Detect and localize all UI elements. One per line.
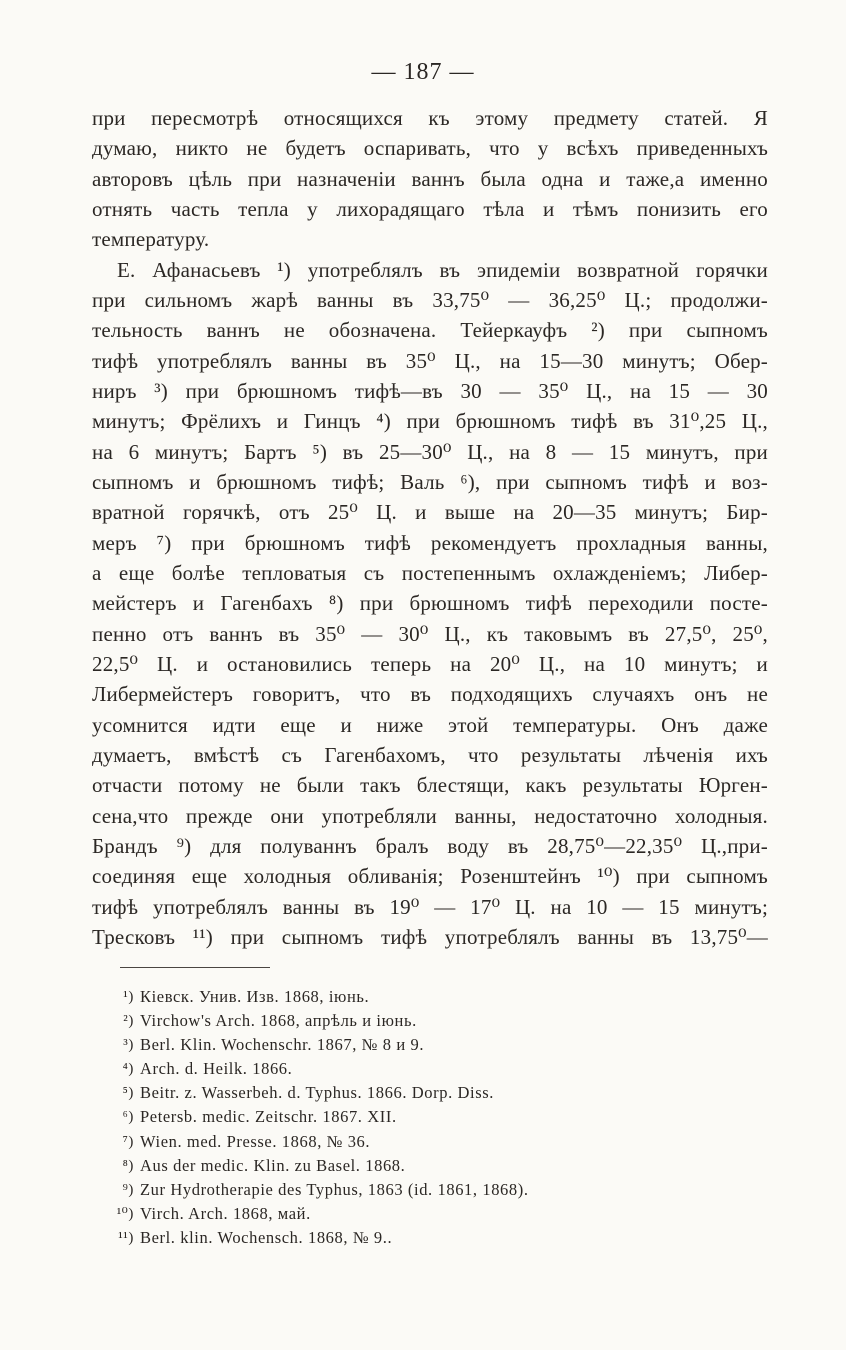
footnote <box>100 1057 740 1081</box>
text-line: минутъ; Фрёлихъ и Гинцъ ⁴) при брюшномъ тифѣ въ 31⁰,25 Ц., <box>92 409 768 434</box>
text-line: отнять часть тепла у лихорадящаго тѣла и тѣмъ понизить его <box>92 196 768 221</box>
text-line: мейстеръ и Гагенбахъ ⁸) при брюшномъ тифѣ переходили посте- <box>92 591 768 616</box>
text-line: на 6 минутъ; Бартъ ⁵) въ 25—30⁰ Ц., на 8 — 15 минутъ, при <box>92 439 768 464</box>
footnote-text: Wien. med. Presse. 1868, № 36. <box>140 1131 371 1151</box>
text-line: температуру. <box>92 227 210 252</box>
text-line: соединяя еще холодныя обливанія; Розенштейнъ ¹⁰) при сыпномъ <box>92 864 768 889</box>
footnote-mark: ⁶) <box>122 1109 134 1126</box>
footnote-text: Arch. d. Heilk. 1866. <box>140 1059 293 1079</box>
text-line: ниръ ³) при брюшномъ тифѣ—въ 30 — 35⁰ Ц., на 15 — 30 <box>92 378 768 403</box>
text-line: Брандъ ⁹) для полуваннъ бралъ воду въ 28,75⁰—22,35⁰ Ц.,при- <box>92 833 768 858</box>
footnote-text: Virch. Arch. 1868, май. <box>140 1203 311 1223</box>
footnote-text: Virchow's Arch. 1868, апрѣль и іюнь. <box>140 1011 417 1031</box>
text-line: сыпномъ и брюшномъ тифѣ; Валь ⁶), при сыпномъ тифѣ и воз- <box>92 469 768 494</box>
text-line: отчасти потому не были такъ блестящи, какъ результаты Юрген- <box>92 773 768 798</box>
footnote <box>100 1081 740 1105</box>
text-line: пенно отъ ваннъ въ 35⁰ — 30⁰ Ц., къ таковымъ въ 27,5⁰, 25⁰, <box>92 621 768 646</box>
text-line: Тресковъ ¹¹) при сыпномъ тифѣ употреблялъ ванны въ 13,75⁰— <box>92 924 768 949</box>
footnote-text: Zur Hydrotherapie des Typhus, 1863 (id. 1861, 1868). <box>140 1179 529 1199</box>
footnote-text: Berl. klin. Wochensch. 1868, № 9.. <box>140 1227 393 1247</box>
footnote-text: Кіевск. Унив. Изв. 1868, іюнь. <box>140 987 370 1006</box>
footnote-mark: ¹⁰) <box>116 1205 134 1222</box>
text-line: тельность ваннъ не обозначена. Тейеркауфъ ²) при сыпномъ <box>92 318 768 343</box>
footnote <box>100 985 740 1009</box>
footnotes <box>100 985 740 1250</box>
text-line: думаетъ, вмѣстѣ съ Гагенбахомъ, что результаты лѣченія ихъ <box>92 742 768 767</box>
footnote-mark: ¹) <box>123 989 134 1005</box>
text-line: авторовъ цѣль при назначеніи ваннъ была одна и таже,а именно <box>92 166 768 191</box>
footnote-mark: ¹¹) <box>118 1229 134 1246</box>
footnote-mark: ⁷) <box>122 1133 134 1150</box>
text-line: меръ ⁷) при брюшномъ тифѣ рекомендуетъ прохладныя ванны, <box>92 530 768 555</box>
footnote-mark: ²) <box>123 1013 134 1030</box>
footnote <box>100 1009 740 1033</box>
footnote <box>100 1105 740 1129</box>
footnote-mark: ⁹) <box>122 1181 134 1198</box>
footnote <box>100 1033 740 1057</box>
footnote <box>100 1154 740 1178</box>
footnote <box>100 1178 740 1202</box>
text-line: 22,5⁰ Ц. и остановились теперь на 20⁰ Ц., на 10 минутъ; и <box>92 651 768 676</box>
text-line: при сильномъ жарѣ ванны въ 33,75⁰ — 36,25⁰ Ц.; продолжи- <box>92 287 768 312</box>
text-line: при пересмотрѣ относящихся къ этому предмету статей. Я <box>92 106 768 130</box>
text-line: вратной горячкѣ, отъ 25⁰ Ц. и выше на 20—35 минутъ; Бир- <box>92 500 768 525</box>
footnote <box>100 1202 740 1226</box>
footnote-divider <box>120 967 270 968</box>
text-line: думаю, никто не будетъ оспаривать, что у всѣхъ приведенныхъ <box>92 136 768 161</box>
text-line: тифѣ употреблялъ ванны въ 35⁰ Ц., на 15—30 минутъ; Обер- <box>92 348 768 373</box>
text-line: Либермейстеръ говоритъ, что въ подходящихъ случаяхъ онъ не <box>92 682 768 707</box>
footnote-mark: ⁸) <box>122 1157 134 1174</box>
footnote-text: Beitr. z. Wasserbeh. d. Typhus. 1866. Dorp. Diss. <box>140 1083 494 1103</box>
footnote-mark: ⁴) <box>122 1061 134 1078</box>
footnote-text: Berl. Klin. Wochenschr. 1867, № 8 и 9. <box>140 1035 425 1055</box>
body-text <box>92 103 768 952</box>
footnote-mark: ³) <box>123 1037 134 1054</box>
footnote-mark: ⁵) <box>122 1085 134 1102</box>
text-line: усомнится идти еще и ниже этой температуры. Онъ даже <box>92 712 768 737</box>
text-line: тифѣ употреблялъ ванны въ 19⁰ — 17⁰ Ц. на 10 — 15 минутъ; <box>92 894 768 919</box>
footnote <box>100 1226 740 1250</box>
footnote-text: Petersb. medic. Zeitschr. 1867. XII. <box>140 1107 397 1127</box>
text-line: а еще болѣе тепловатыя съ постепеннымъ охлажденіемъ; Либер- <box>92 560 768 585</box>
footnote <box>100 1130 740 1154</box>
footnote-text: Aus der medic. Klin. zu Basel. 1868. <box>140 1155 406 1175</box>
text-line: Е. Афанасьевъ ¹) употреблялъ въ эпидеміи возвратной горячки <box>117 257 768 282</box>
text-line: сена,что прежде они употребляли ванны, недостаточно холодныя. <box>92 803 768 828</box>
page-number: — 187 — <box>371 59 475 85</box>
